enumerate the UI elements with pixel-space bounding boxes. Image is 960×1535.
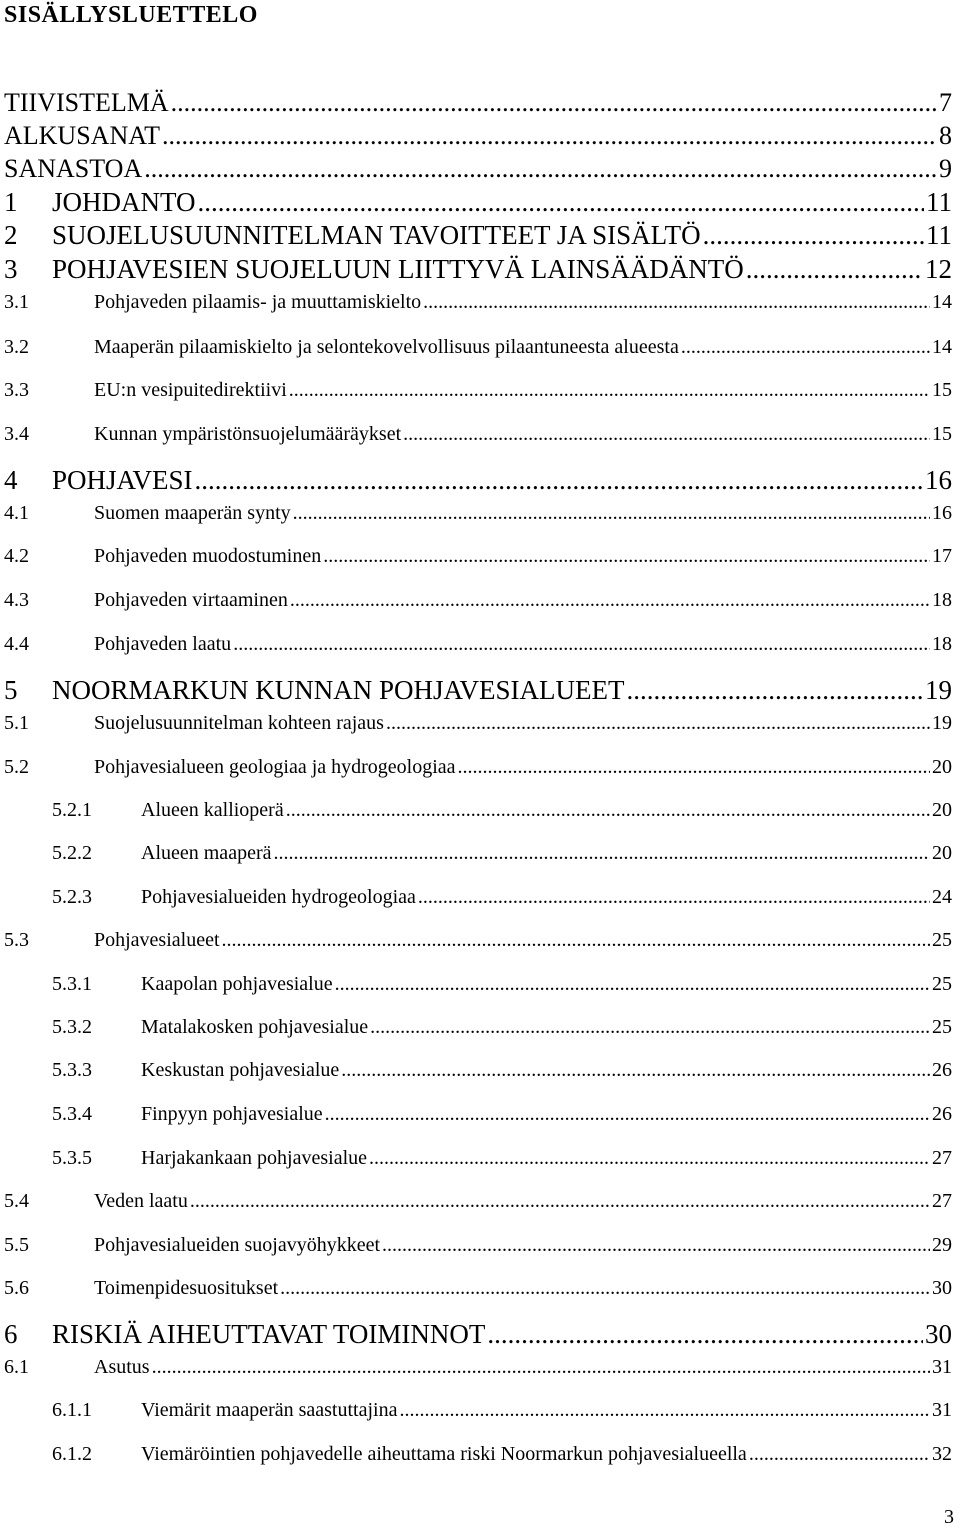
toc-entry-page: 19 xyxy=(932,712,952,734)
toc-entry-page: 26 xyxy=(932,1103,952,1125)
toc-dot-leader xyxy=(198,187,924,218)
toc-entry[interactable] xyxy=(4,254,952,285)
toc-dot-leader xyxy=(423,291,930,314)
toc-entry-number: 5.3 xyxy=(4,929,29,951)
toc-entry-page: 27 xyxy=(932,1190,952,1212)
toc-entry-page: 11 xyxy=(926,220,952,250)
toc-entry[interactable] xyxy=(4,423,952,446)
toc-entry-title: SANASTOA xyxy=(4,154,143,183)
toc-entry-number: 5.1 xyxy=(4,712,29,734)
toc-entry-number: 4.3 xyxy=(4,589,29,611)
toc-dot-leader xyxy=(152,1356,930,1379)
toc-entry-page: 29 xyxy=(932,1234,952,1256)
toc-entry-page: 16 xyxy=(925,465,952,495)
toc-dot-leader xyxy=(341,1059,930,1082)
toc-entry-title: Alueen maaperä xyxy=(141,842,272,864)
toc-entry-title: Harjakankaan pohjavesialue xyxy=(141,1147,368,1169)
toc-entry-title: Pohjaveden pilaamis- ja muuttamiskielto xyxy=(94,291,422,313)
toc-entry-number: 3.4 xyxy=(4,423,29,445)
toc-entry-title: Matalakosken pohjavesialue xyxy=(141,1016,369,1038)
toc-entry-number: 1 xyxy=(4,187,18,217)
toc-entry-number: 5.2 xyxy=(4,756,29,778)
toc-entry[interactable] xyxy=(4,88,952,118)
toc-entry-number: 4.4 xyxy=(4,633,29,655)
toc-dot-leader xyxy=(293,502,930,525)
toc-dot-leader xyxy=(458,756,930,779)
toc-entry-title: Pohjavesialueiden hydrogeologiaa xyxy=(141,886,416,908)
toc-entry-number: 5.3.5 xyxy=(52,1147,92,1169)
toc-entry-title: Pohjaveden virtaaminen xyxy=(94,589,288,611)
toc-entry-number: 4 xyxy=(4,465,18,495)
toc-dot-leader xyxy=(286,799,930,822)
toc-dot-leader xyxy=(370,1016,930,1039)
toc-entry-title: Pohjavesialueen geologiaa ja hydrogeologiaa xyxy=(94,756,456,778)
toc-entry[interactable] xyxy=(4,1356,952,1379)
toc-entry-page: 32 xyxy=(932,1443,952,1465)
toc-entry-number: 5.3.4 xyxy=(52,1103,92,1125)
toc-entry[interactable] xyxy=(4,589,952,612)
toc-entry-number: 6.1.2 xyxy=(52,1443,92,1465)
toc-entry-page: 20 xyxy=(932,799,952,821)
toc-dot-leader xyxy=(369,1147,930,1170)
toc-dot-leader xyxy=(222,929,930,952)
toc-entry-page: 25 xyxy=(932,929,952,951)
toc-entry-page: 25 xyxy=(932,1016,952,1038)
toc-entry-title: Veden laatu xyxy=(94,1190,188,1212)
toc-entry-page: 14 xyxy=(932,291,952,313)
toc-dot-leader xyxy=(681,336,930,359)
toc-entry-number: 5 xyxy=(4,675,18,705)
toc-entry-page: 19 xyxy=(925,675,952,705)
toc-entry[interactable] xyxy=(4,1190,952,1213)
toc-entry-page: 11 xyxy=(926,187,952,217)
toc-entry-number: 6.1.1 xyxy=(52,1399,92,1421)
toc-entry-page: 8 xyxy=(939,121,952,150)
toc-entry-number: 5.3.2 xyxy=(52,1016,92,1038)
toc-entry[interactable] xyxy=(52,1147,952,1170)
toc-entry[interactable] xyxy=(4,154,952,184)
toc-entry-number: 6 xyxy=(4,1319,18,1349)
toc-entry[interactable] xyxy=(52,886,952,909)
toc-dot-leader xyxy=(144,154,937,184)
toc-entry[interactable] xyxy=(52,973,952,996)
toc-entry[interactable] xyxy=(4,1319,952,1350)
toc-entry-number: 5.6 xyxy=(4,1277,29,1299)
toc-entry-title: POHJAVESIEN SUOJELUUN LIITTYVÄ LAINSÄÄDÄNTÖ xyxy=(52,254,744,284)
toc-dot-leader xyxy=(487,1319,923,1350)
toc-entry-title: Maaperän pilaamiskielto ja selontekovelvollisuus pilaantuneesta alueesta xyxy=(94,336,679,358)
toc-entry-page: 30 xyxy=(925,1319,952,1349)
toc-entry-page: 20 xyxy=(932,842,952,864)
toc-entry-title: Finpyyn pohjavesialue xyxy=(141,1103,323,1125)
toc-dot-leader xyxy=(162,121,937,151)
toc-dot-leader xyxy=(746,254,923,285)
toc-entry-page: 18 xyxy=(932,633,952,655)
toc-dot-leader xyxy=(195,465,923,496)
toc-entry-page: 18 xyxy=(932,589,952,611)
toc-entry-title: TIIVISTELMÄ xyxy=(4,88,169,117)
toc-dot-leader xyxy=(399,1399,930,1422)
toc-entry-number: 3.1 xyxy=(4,291,29,313)
toc-entry-number: 3 xyxy=(4,254,18,284)
toc-entry-number: 5.2.3 xyxy=(52,886,92,908)
toc-dot-leader xyxy=(386,712,930,735)
toc-entry-number: 4.2 xyxy=(4,545,29,567)
toc-entry-title: Kaapolan pohjavesialue xyxy=(141,973,333,995)
toc-entry[interactable] xyxy=(4,1277,952,1300)
toc-dot-leader xyxy=(403,423,930,446)
toc-dot-leader xyxy=(289,379,930,402)
toc-entry[interactable] xyxy=(52,1443,952,1466)
page-number: 3 xyxy=(944,1506,954,1528)
toc-entry-page: 31 xyxy=(932,1356,952,1378)
toc-entry-title: Pohjaveden muodostuminen xyxy=(94,545,322,567)
toc-entry-title: Asutus xyxy=(94,1356,150,1378)
toc-entry[interactable] xyxy=(4,187,952,218)
toc-entry-title: POHJAVESI xyxy=(52,465,193,495)
toc-entry[interactable] xyxy=(4,1234,952,1257)
toc-entry[interactable] xyxy=(4,465,952,496)
toc-entry-title: RISKIÄ AIHEUTTAVAT TOIMINNOT xyxy=(52,1319,486,1349)
toc-entry[interactable] xyxy=(4,379,952,402)
toc-entry-number: 5.2.1 xyxy=(52,799,92,821)
toc-entry-title: SUOJELUSUUNNITELMAN TAVOITTEET JA SISÄLTÖ xyxy=(52,220,701,250)
toc-entry-number: 6.1 xyxy=(4,1356,29,1378)
toc-entry-title: Suojelusuunnitelman kohteen rajaus xyxy=(94,712,384,734)
toc-entry-title: Viemäröintien pohjavedelle aiheuttama riski Noormarkun pohjavesialueella xyxy=(141,1443,747,1465)
toc-entry[interactable] xyxy=(52,1016,952,1039)
toc-dot-leader xyxy=(382,1234,930,1257)
toc-entry-number: 3.3 xyxy=(4,379,29,401)
toc-entry-title: JOHDANTO xyxy=(52,187,196,217)
toc-entry-title: Pohjaveden laatu xyxy=(94,633,232,655)
toc-entry-page: 16 xyxy=(932,502,952,524)
toc-entry[interactable] xyxy=(4,220,952,251)
toc-entry-number: 5.5 xyxy=(4,1234,29,1256)
toc-dot-leader xyxy=(703,220,924,251)
toc-entry-page: 12 xyxy=(925,254,952,284)
toc-entry[interactable] xyxy=(4,929,952,952)
toc-entry-title: Viemärit maaperän saastuttajina xyxy=(141,1399,398,1421)
toc-entry-title: Suomen maaperän synty xyxy=(94,502,291,524)
toc-dot-leader xyxy=(335,973,930,996)
toc-entry[interactable] xyxy=(4,633,952,656)
toc-entry[interactable] xyxy=(4,756,952,779)
toc-entry-title: Kunnan ympäristönsuojelumääräykset xyxy=(94,423,402,445)
toc-dot-leader xyxy=(280,1277,930,1300)
toc-entry-title: ALKUSANAT xyxy=(4,121,160,150)
toc-entry[interactable] xyxy=(4,121,952,151)
toc-entry-title: NOORMARKUN KUNNAN POHJAVESIALUEET xyxy=(52,675,625,705)
toc-dot-leader xyxy=(323,545,930,568)
toc-dot-leader xyxy=(627,675,923,706)
toc-entry[interactable] xyxy=(4,545,952,568)
toc-entry[interactable] xyxy=(4,675,952,706)
toc-entry-page: 26 xyxy=(932,1059,952,1081)
toc-entry-number: 4.1 xyxy=(4,502,29,524)
toc-entry[interactable] xyxy=(52,799,952,822)
toc-dot-leader xyxy=(171,88,937,118)
toc-entry[interactable] xyxy=(4,502,952,525)
toc-dot-leader xyxy=(190,1190,930,1213)
toc-entry[interactable] xyxy=(52,1399,952,1422)
toc-entry[interactable] xyxy=(4,336,952,359)
toc-entry-number: 2 xyxy=(4,220,18,250)
toc-entry-page: 20 xyxy=(932,756,952,778)
toc-dot-leader xyxy=(749,1443,930,1466)
toc-entry-page: 24 xyxy=(932,886,952,908)
toc-heading: SISÄLLYSLUETTELO xyxy=(4,2,258,28)
toc-entry-title: Pohjavesialueet xyxy=(94,929,220,951)
toc-entry-page: 17 xyxy=(932,545,952,567)
toc-entry-number: 5.2.2 xyxy=(52,842,92,864)
toc-entry[interactable] xyxy=(4,291,952,314)
toc-entry-page: 7 xyxy=(939,88,952,117)
toc-dot-leader xyxy=(273,842,930,865)
toc-dot-leader xyxy=(325,1103,930,1126)
toc-entry-title: Toimenpidesuositukset xyxy=(94,1277,279,1299)
toc-entry-page: 9 xyxy=(939,154,952,183)
toc-entry-page: 27 xyxy=(932,1147,952,1169)
toc-entry-number: 5.3.3 xyxy=(52,1059,92,1081)
toc-entry-title: Alueen kallioperä xyxy=(141,799,284,821)
toc-dot-leader xyxy=(418,886,930,909)
toc-entry[interactable] xyxy=(52,1059,952,1082)
toc-entry-page: 31 xyxy=(932,1399,952,1421)
toc-dot-leader xyxy=(290,589,930,612)
toc-entry-page: 25 xyxy=(932,973,952,995)
toc-entry[interactable] xyxy=(52,842,952,865)
toc-entry-page: 14 xyxy=(932,336,952,358)
toc-entry[interactable] xyxy=(4,712,952,735)
toc-dot-leader xyxy=(233,633,930,656)
toc-entry[interactable] xyxy=(52,1103,952,1126)
toc-entry-number: 3.2 xyxy=(4,336,29,358)
toc-entry-title: EU:n vesipuitedirektiivi xyxy=(94,379,287,401)
toc-entry-page: 15 xyxy=(932,423,952,445)
toc-entry-title: Pohjavesialueiden suojavyöhykkeet xyxy=(94,1234,381,1256)
toc-entry-page: 30 xyxy=(932,1277,952,1299)
toc-entry-number: 5.3.1 xyxy=(52,973,92,995)
toc-entry-page: 15 xyxy=(932,379,952,401)
toc-entry-title: Keskustan pohjavesialue xyxy=(141,1059,340,1081)
toc-entry-number: 5.4 xyxy=(4,1190,29,1212)
